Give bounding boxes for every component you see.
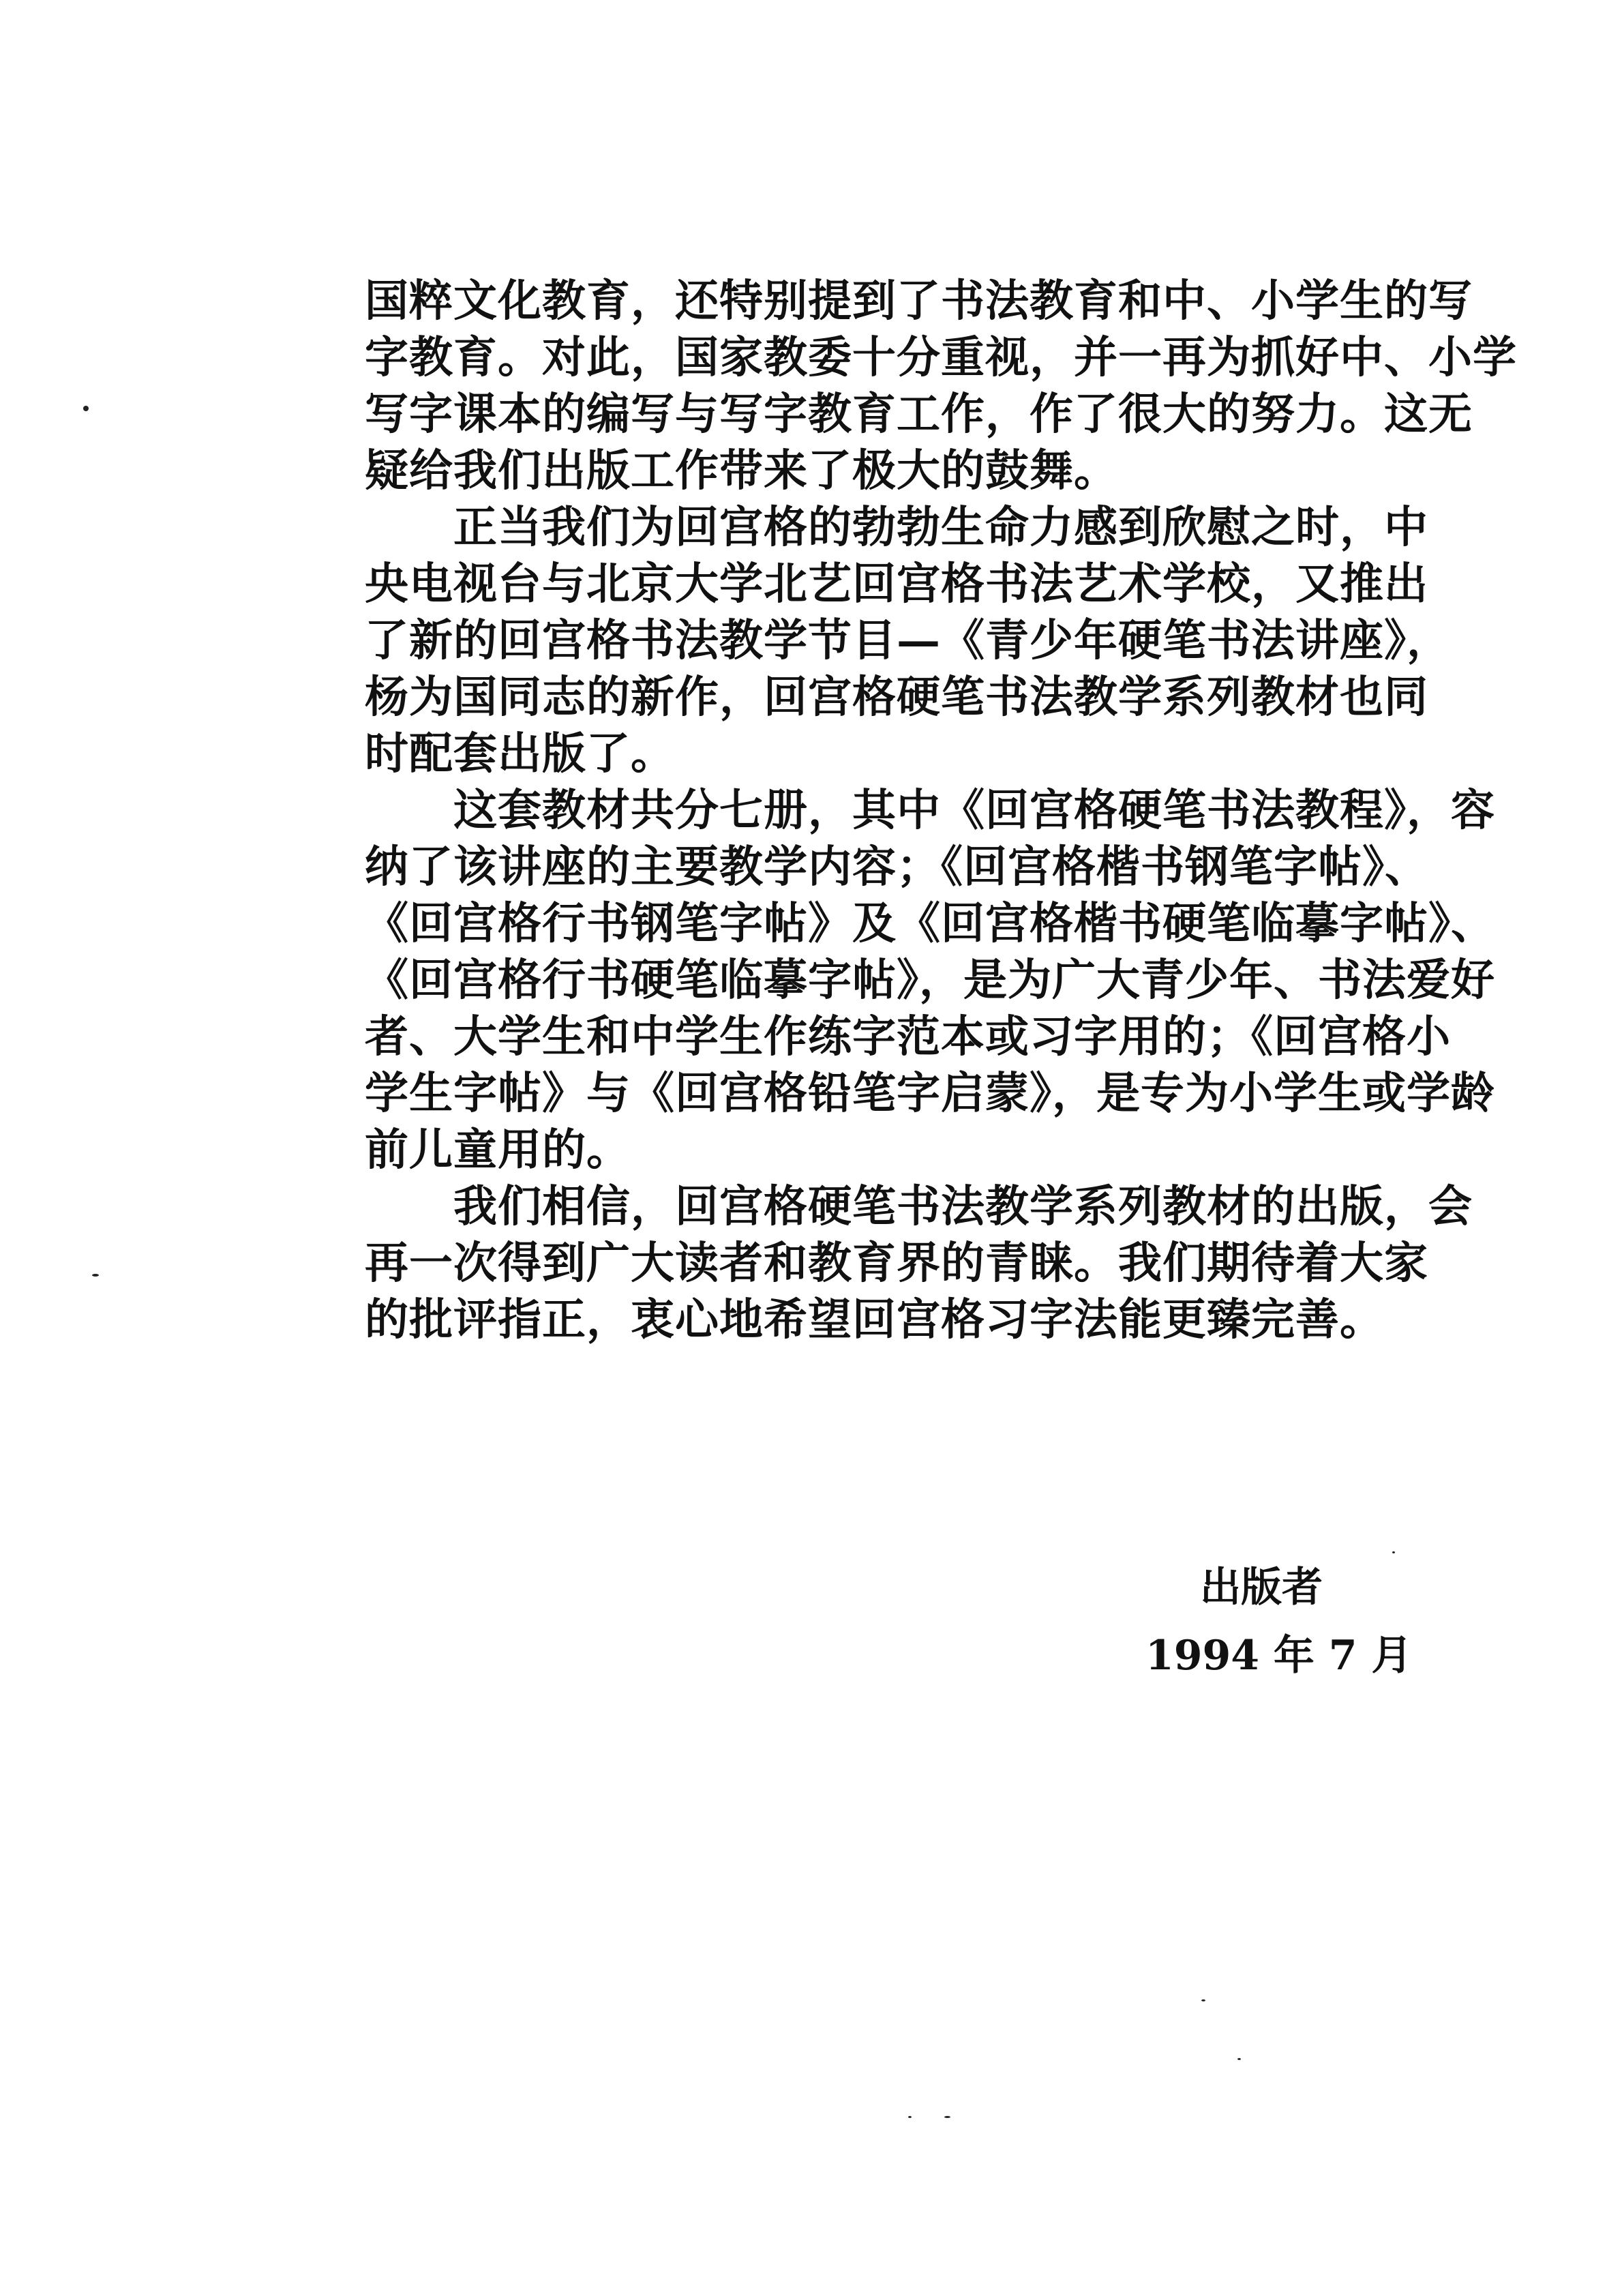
body-line: 杨为国同志的新作，回宫格硬笔书法教学系列教材也同 [365, 672, 1428, 723]
body-line: 学生字帖》与《回宫格铅笔字启蒙》，是专为小学生或学龄 [365, 1068, 1495, 1119]
body-line: 《回宫格行书硬笔临摹字帖》，是为广大青少年、书法爱好 [365, 955, 1495, 1006]
publication-date: 1994 年 7 月 [1145, 1632, 1413, 1680]
body-line: 这套教材共分七册，其中《回宫格硬笔书法教程》，容 [365, 785, 1495, 836]
body-line: 的批评指正，衷心地希望回宫格习字法能更臻完善。 [365, 1294, 1384, 1345]
scan-speck [83, 406, 89, 411]
body-line: 时配套出版了。 [365, 728, 675, 779]
body-line: 国粹文化教育，还特别提到了书法教育和中、小学生的写 [365, 275, 1473, 327]
body-line: 前儿童用的。 [365, 1124, 631, 1176]
scan-speck [1392, 1551, 1395, 1553]
scan-speck [1201, 1999, 1205, 2001]
scan-speck [1237, 2058, 1241, 2060]
publisher-signature: 出版者 [1200, 1564, 1323, 1611]
scan-speck [908, 2116, 912, 2118]
body-line: 者、大学生和中学生作练字范本或习字用的；《回宫格小 [365, 1011, 1451, 1062]
body-line: 《回宫格行书钢笔字帖》及《回宫格楷书硬笔临摹字帖》、 [365, 898, 1495, 949]
scan-speck [92, 1274, 99, 1277]
scan-speck [944, 2116, 950, 2118]
body-text [365, 273, 1517, 1348]
body-line: 正当我们为回宫格的勃勃生命力感到欣慰之时，中 [365, 502, 1428, 553]
body-line: 字教育。对此，国家教委十分重视，并一再为抓好中、小学 [365, 332, 1517, 383]
body-line: 纳了该讲座的主要教学内容；《回宫格楷书钢笔字帖》、 [365, 841, 1429, 893]
body-line: 再一次得到广大读者和教育界的青睐。我们期待着大家 [365, 1238, 1428, 1289]
body-line: 我们相信，回宫格硬笔书法教学系列教材的出版，会 [365, 1181, 1473, 1232]
body-line: 疑给我们出版工作带来了极大的鼓舞。 [365, 445, 1118, 496]
body-line: 写字课本的编写与写字教育工作，作了很大的努力。这无 [365, 389, 1473, 440]
body-line: 了新的回宫格书法教学节目—《青少年硬笔书法讲座》， [365, 615, 1451, 666]
body-line: 央电视台与北京大学北艺回宫格书法艺术学校，又推出 [365, 558, 1428, 610]
